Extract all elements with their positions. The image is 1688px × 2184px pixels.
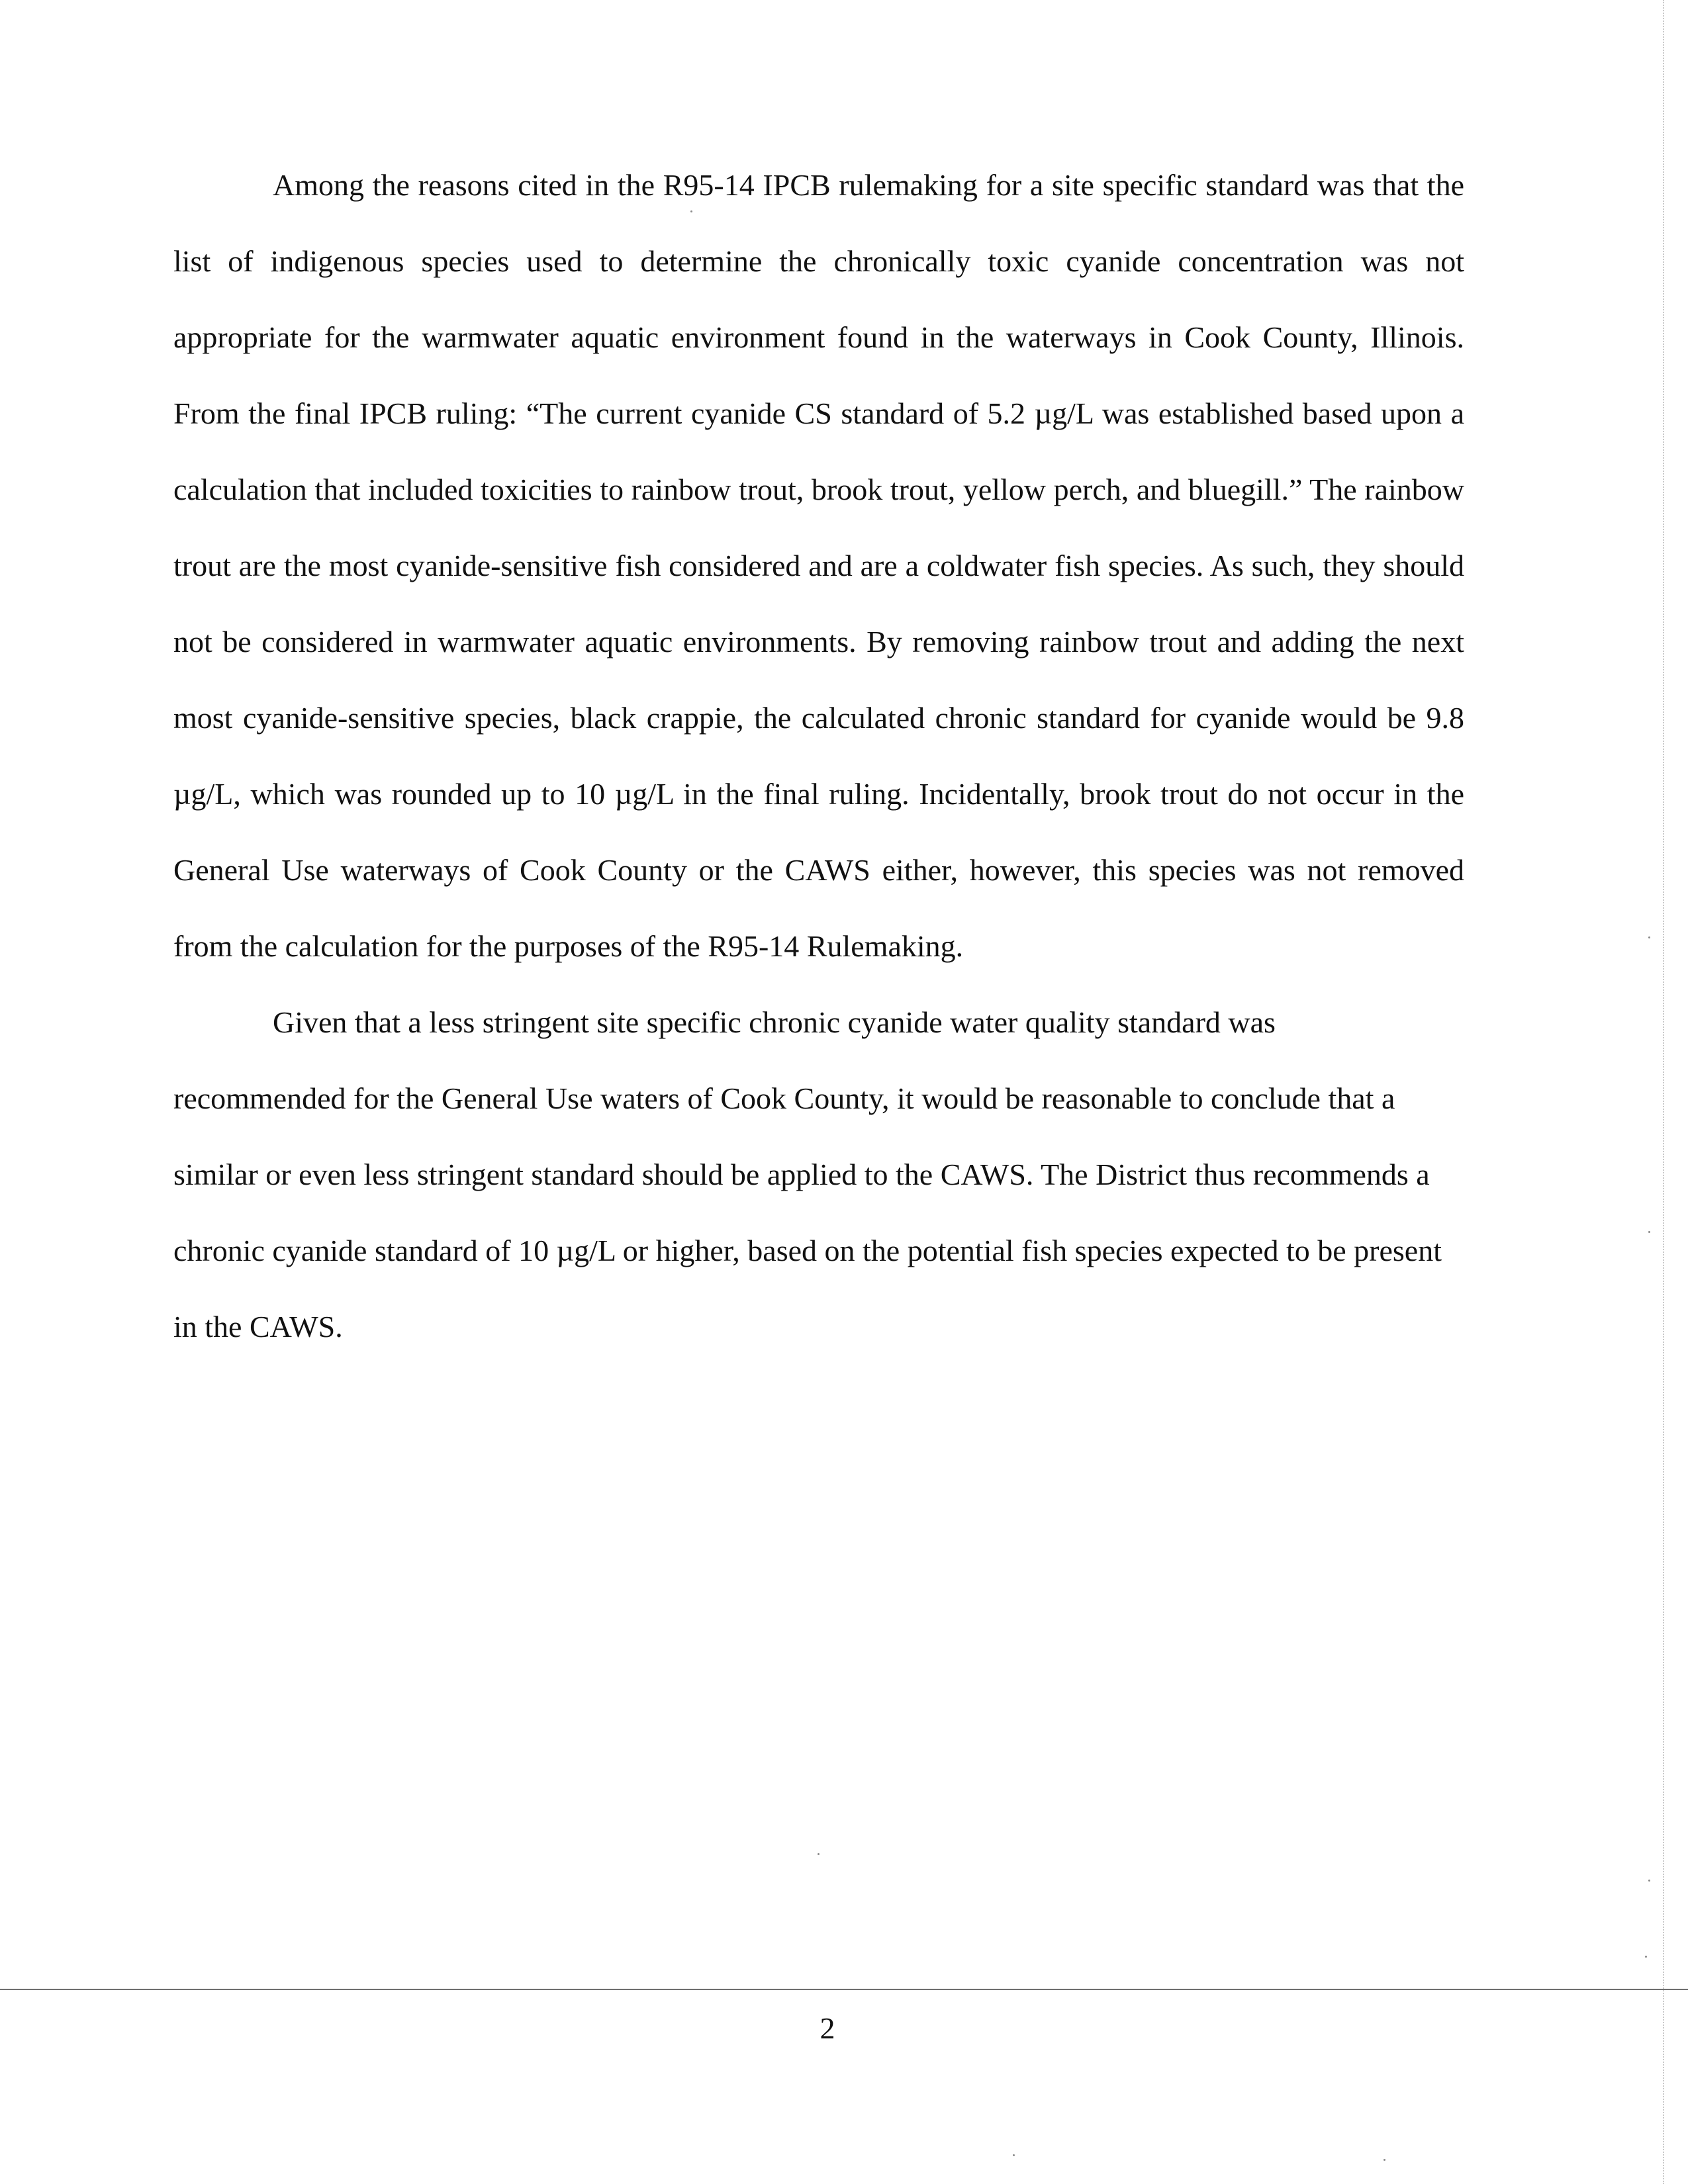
- document-body: [173, 147, 1464, 1365]
- scan-speck: [1648, 1231, 1650, 1233]
- scan-speck: [1383, 2159, 1385, 2161]
- paragraph-cyanide-standard-background: Among the reasons cited in the R95-14 IPCB rulemaking for a site specific standard was that the list of indigenous species used to determine the chronically toxic cyanide concentration was not appropriate for the warmwater aquatic environment found in the waterways in Cook County, Illinois. From the final IPCB ruling: “The current cyanide CS standard of 5.2 µg/L was established based upon a calculation that included toxicities to rainbow trout, brook trout, yellow perch, and bluegill.” The rainbow trout are the most cyanide-sensitive fish considered and are a coldwater fish species. As such, they should not be considered in warmwater aquatic environments. By removing rainbow trout and adding the next most cyanide-sensitive species, black crappie, the calculated chronic standard for cyanide would be 9.8 µg/L, which was rounded up to 10 µg/L in the final ruling. Incidentally, brook trout do not occur in the General Use waterways of Cook County or the CAWS either, however, this species was not removed from the calculation for the purposes of the R95-14 Rulemaking.: [173, 168, 1464, 963]
- scan-speck: [1013, 2154, 1015, 2156]
- scan-speck: [1648, 1880, 1650, 1882]
- paragraph-district-recommendation: Given that a less stringent site specific chronic cyanide water quality standard was recommended for the General Use waters of Cook County, it would be reasonable to conclude that a similar or even less stringent standard should be applied to the CAWS. The District thus recommends a chronic cyanide standard of 10 µg/L or higher, based on the potential fish species expected to be present in the CAWS.: [173, 1005, 1442, 1343]
- scan-speck: [1648, 936, 1650, 938]
- scan-speck: [1645, 1956, 1647, 1958]
- scan-speck: [818, 1853, 820, 1855]
- scan-speck: [690, 210, 692, 212]
- footer-divider: [0, 1989, 1688, 1990]
- scan-edge-line: [1663, 0, 1664, 2184]
- page-number: 2: [820, 2011, 835, 2045]
